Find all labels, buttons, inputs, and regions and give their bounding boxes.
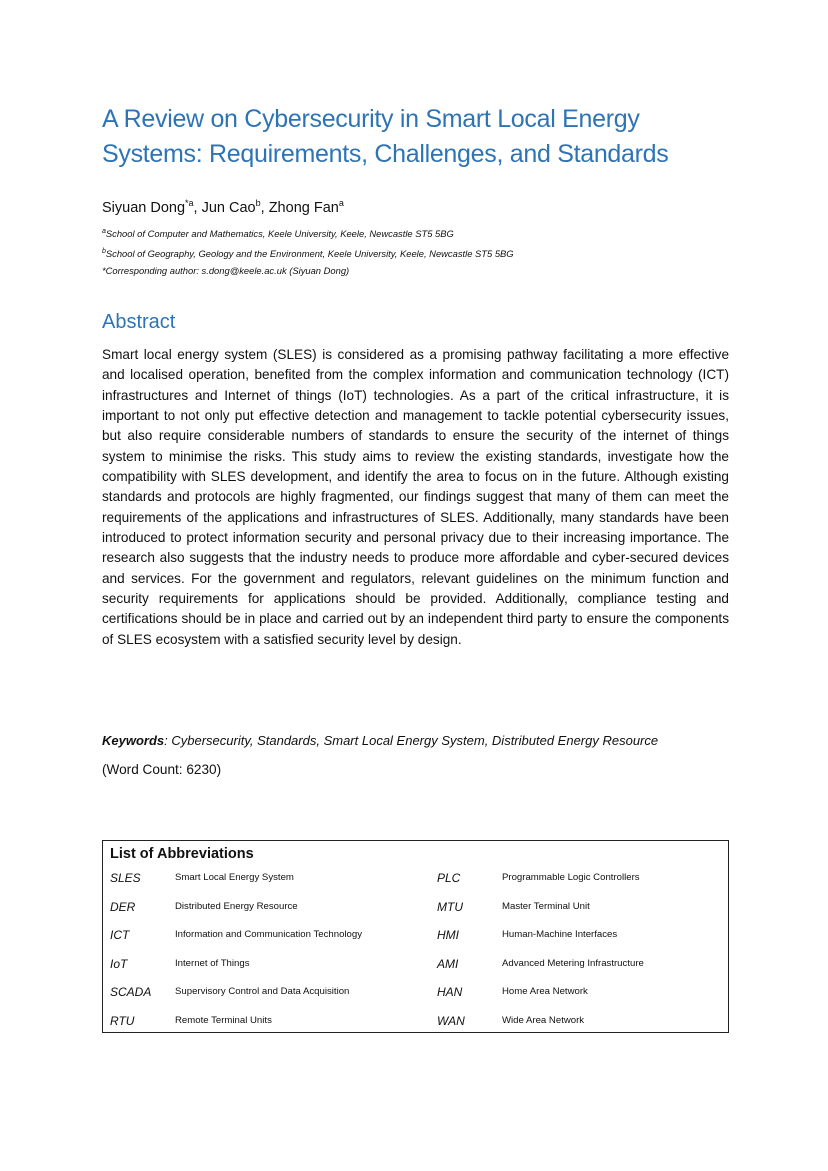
affiliation: $^a$School of Computer and Mathematics, Keele University, Keele, Newcastle ST5 5BG <box>102 228 454 240</box>
abbreviations-title: List of Abbreviations <box>110 846 254 862</box>
abbreviation-definition: Programmable Logic Controllers <box>502 872 640 883</box>
abbreviation-definition: Supervisory Control and Data Acquisition <box>175 986 350 997</box>
abbreviation-definition: Home Area Network <box>502 986 588 997</box>
abbreviation-row <box>103 897 728 917</box>
abbreviation-definition: Distributed Energy Resource <box>175 900 298 912</box>
author-mark: b <box>255 198 261 208</box>
author-mark: *a <box>185 198 194 208</box>
abbreviation-definition: Master Terminal Unit <box>502 900 590 912</box>
abbreviation-term: SCADA <box>110 985 152 999</box>
abbreviation-term: SLES <box>110 871 141 885</box>
keywords-label: Keywords <box>102 733 165 748</box>
abbreviation-definition: Human-Machine Interfaces <box>502 929 618 940</box>
abbreviation-row <box>103 1011 728 1031</box>
abbreviation-definition: Smart Local Energy System <box>175 872 294 883</box>
author: Siyuan Dong$^{*a}$, <box>102 198 202 216</box>
author-list <box>102 193 344 218</box>
abbreviation-row <box>103 925 728 945</box>
author: Jun Cao$^b$, <box>201 198 269 216</box>
abbreviation-term: DER <box>110 899 136 914</box>
word-count: (Word Count: 6230) <box>102 762 222 777</box>
abbreviation-definition: Information and Communication Technology <box>175 929 363 940</box>
abbreviation-term: ICT <box>110 928 130 942</box>
abbreviation-definition: Internet of Things <box>175 957 250 969</box>
abbreviation-row <box>103 982 728 1002</box>
abbreviation-definition: Advanced Metering Infrastructure <box>502 957 644 969</box>
keywords <box>102 731 658 751</box>
abbreviation-definition: Remote Terminal Units <box>175 1014 272 1026</box>
abbreviation-row <box>103 954 728 974</box>
affiliations <box>102 223 514 280</box>
paper-title: A Review on Cybersecurity in Smart Local Energy Systems: Requirements, Challenges, and Standards <box>102 105 669 168</box>
author-mark: a <box>338 198 344 208</box>
abbreviation-row <box>103 868 728 888</box>
affiliation: $^b$School of Geography, Geology and the Environment, Keele University, Keele, Newcastle ST5 5BG <box>102 247 514 259</box>
abstract-heading: Abstract <box>102 311 176 333</box>
abbreviation-term: IoT <box>110 956 128 971</box>
abbreviation-term: RTU <box>110 1013 135 1028</box>
keywords-text: : Cybersecurity, Standards, Smart Local Energy System, Distributed Energy Resource <box>164 733 659 748</box>
abbreviation-term: MTU <box>437 899 463 914</box>
abbreviation-term: PLC <box>437 871 461 885</box>
corresponding-author: *Corresponding author: s.dong@keele.ac.uk (Siyuan Dong) <box>102 265 350 277</box>
abbreviation-term: HAN <box>437 985 463 999</box>
abbreviations-table <box>102 840 729 1033</box>
abbreviation-term: AMI <box>437 956 459 971</box>
abstract-text: Smart local energy system (SLES) is considered as a promising pathway facilitating a more effective and localised operation, benefited from the complex information and communication technology (ICT) infrastructures and Internet of things (IoT) technologies. As a part of the critical infrastructure, it is important to not only put effective detection and management to tackle potential cybersecurity issues, but also require considerable numbers of standards to ensure the security of the internet of things system to minimise the risks. This study aims to review the existing standards, investigate how the compatibility with SLES development, and identify the area to focus on in the future. Although existing standards and protocols are highly fragmented, our findings suggest that many of them can meet the requirements of the applications and infrastructures of SLES. Additionally, many standards have been introduced to protect information security and personal privacy due to their increasing importance. The research also suggests that the industry needs to produce more affordable and cyber-secured devices and services. For the government and regulators, relevant guidelines on the minimum function and security requirements for applications should be provided. Additionally, compliance testing and certifications should be in place and carried out by an independent third party to ensure the components of SLES ecosystem with a satisfied security level by design. <box>102 347 729 647</box>
abbreviation-term: WAN <box>437 1013 465 1028</box>
abbreviation-definition: Wide Area Network <box>502 1014 585 1026</box>
abbreviation-term: HMI <box>437 928 459 942</box>
author: Zhong Fan$^a$ <box>268 198 344 216</box>
